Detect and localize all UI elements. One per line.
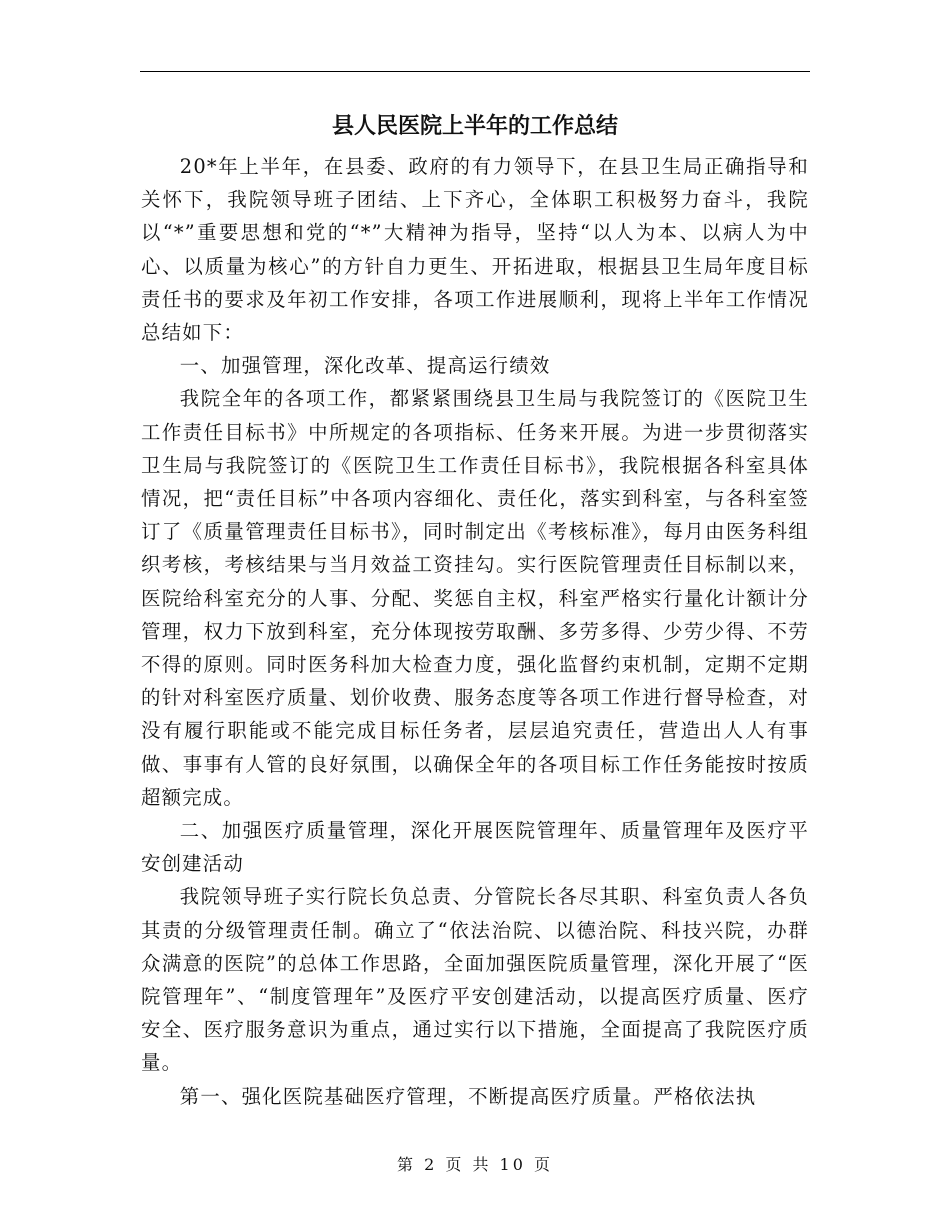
body-paragraph: 我院全年的各项工作，都紧紧围绕县卫生局与我院签订的《医院卫生工作责任目标书》中所规定的各项指标、任务来开展。为进一步贯彻落实卫生局与我院签订的《医院卫生工作责任目标书》，我院根据各科室具体情况，把“责任目标”中各项内容细化、责任化，落实到科室，与各科室签订了《质量管理责任目标书》，同时制定出《考核标准》，每月由医务科组织考核，考核结果与当月效益工资挂勾。实行医院管理责任目标制以来，医院给科室充分的人事、分配、奖惩自主权，科室严格实行量化计额计分管理，权力下放到科室，充分体现按劳取酬、多劳多得、少劳少得、不劳不得的原则。同时医务科加大检查力度，强化监督约束机制，定期不定期的针对科室医疗质量、划价收费、服务态度等各项工作进行督导检查，对没有履行职能或不能完成目标任务者，层层追究责任，营造出人人有事做、事事有人管的良好氛围，以确保全年的各项目标工作任务能按时按质超额完成。: [141, 387, 809, 809]
body-paragraph: 我院领导班子实行院长负总责、分管院长各尽其职、科室负责人各负其责的分级管理责任制。确立了“依法治院、以德治院、科技兴院，办群众满意的医院”的总体工作思路，全面加强医院质量管理，深化开展了“医院管理年”、“制度管理年”及医疗平安创建活动，以提高医疗质量、医疗安全、医疗服务意识为重点，通过实行以下措施，全面提高了我院医疗质量。: [141, 885, 809, 1075]
document-body: [141, 150, 809, 1113]
section-heading-1: 一、加强管理，深化改革、提高运行绩效: [179, 354, 551, 378]
page-number: 第 2 页 共 10 页: [397, 1155, 553, 1174]
document-title: 县人民医院上半年的工作总结: [331, 114, 618, 139]
intro-paragraph: 20*年上半年，在县委、政府的有力领导下，在县卫生局正确指导和关怀下，我院领导班子团结、上下齐心，全体职工积极努力奋斗，我院以“*”重要思想和党的“*”大精神为指导，坚持“以人为本、以病人为中心、以质量为核心”的方针自力更生、开拓进取，根据县卫生局年度目标责任书的要求及年初工作安排，各项工作进展顺利，现将上半年工作情况总结如下：: [141, 155, 809, 345]
section-heading-2: 二、加强医疗质量管理，深化开展医院管理年、质量管理年及医疗平安创建活动: [141, 819, 809, 876]
header-rule: [140, 71, 810, 72]
body-paragraph: 第一、强化医院基础医疗管理，不断提高医疗质量。严格依法执: [179, 1084, 757, 1108]
